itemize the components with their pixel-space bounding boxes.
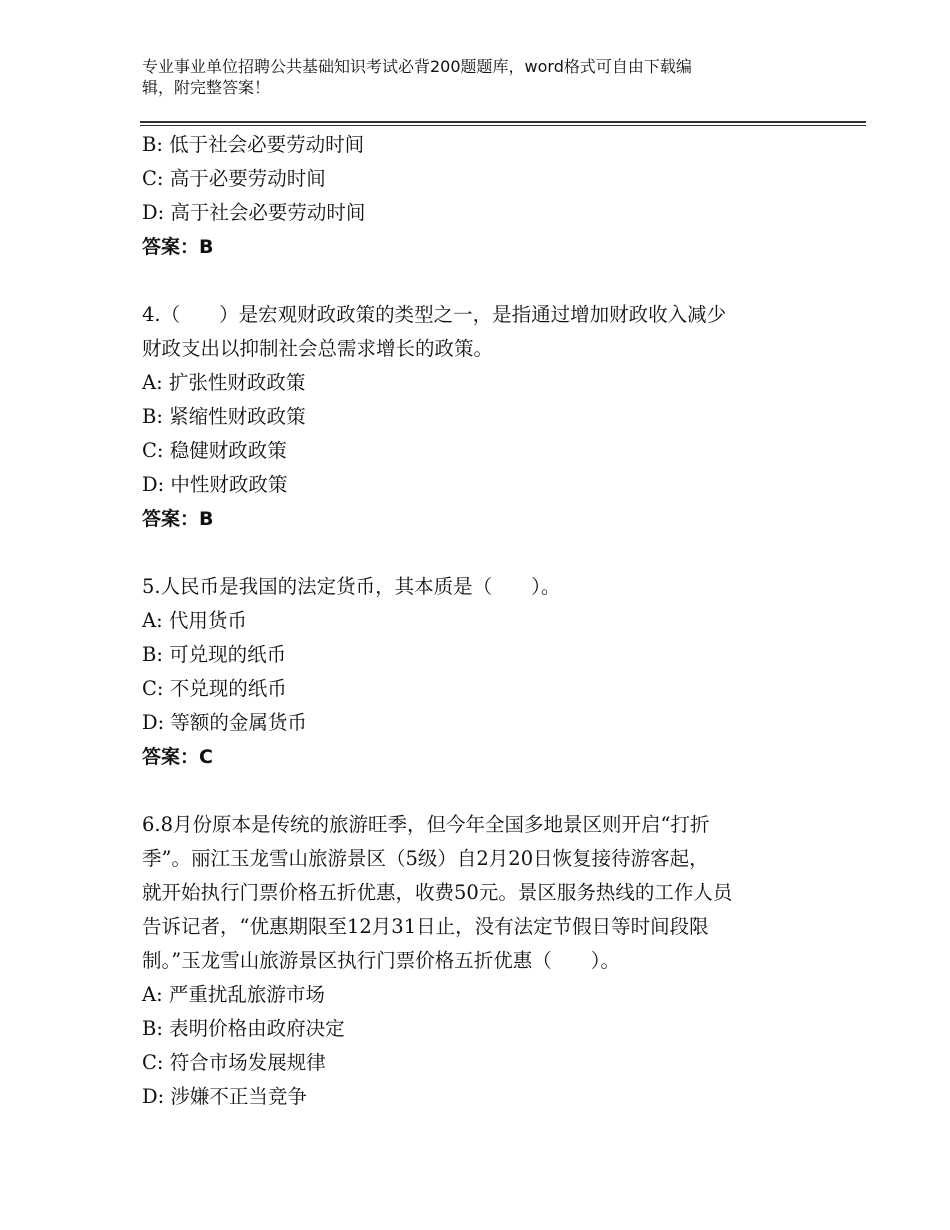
option-b: B: 低于社会必要劳动时间	[142, 133, 365, 156]
header-rule-thin	[140, 125, 866, 126]
option-d: D: 高于社会必要劳动时间	[142, 201, 366, 224]
option-c: C: 高于必要劳动时间	[142, 167, 326, 190]
question-content	[142, 128, 812, 1114]
spacer	[142, 774, 812, 808]
document-header	[142, 56, 822, 98]
header-line-2: 辑，附完整答案！	[142, 78, 271, 97]
answer-label: 答案：B	[142, 236, 214, 258]
option-b: B: 表明价格由政府决定	[142, 1017, 345, 1040]
option-b: B: 紧缩性财政政策	[142, 405, 306, 428]
option-a: A: 扩张性财政政策	[142, 371, 306, 394]
question-3-tail	[142, 128, 812, 264]
option-a: A: 严重扰乱旅游市场	[142, 983, 325, 1006]
option-c: C: 不兑现的纸币	[142, 677, 287, 700]
question-stem-line: 就开始执行门票价格五折优惠，收费50元。景区服务热线的工作人员	[142, 881, 733, 904]
question-stem-line: 4.（ ）是宏观财政政策的类型之一，是指通过增加财政收入减少	[142, 303, 727, 326]
option-c: C: 稳健财政政策	[142, 439, 287, 462]
option-a: A: 代用货币	[142, 609, 247, 632]
answer-label: 答案：B	[142, 508, 214, 530]
option-d: D: 等额的金属货币	[142, 711, 307, 734]
question-5	[142, 570, 812, 774]
question-stem-line: 制。”玉龙雪山旅游景区执行门票价格五折优惠（ ）。	[142, 949, 620, 972]
question-stem-line: 5.人民币是我国的法定货币，其本质是（ ）。	[142, 575, 561, 598]
header-rule-thick	[140, 121, 866, 123]
question-stem-line: 季”。丽江玉龙雪山旅游景区（5级）自2月20日恢复接待游客起，	[142, 847, 709, 870]
question-stem-line: 告诉记者，“优惠期限至12月31日止，没有法定节假日等时间段限	[142, 915, 709, 938]
option-b: B: 可兑现的纸币	[142, 643, 287, 666]
question-4	[142, 298, 812, 536]
question-stem-line: 6.8月份原本是传统的旅游旺季，但今年全国多地景区则开启“打折	[142, 813, 710, 836]
option-d: D: 中性财政政策	[142, 473, 288, 496]
question-stem-line: 财政支出以抑制社会总需求增长的政策。	[142, 337, 494, 360]
spacer	[142, 536, 812, 570]
header-line-1: 专业事业单位招聘公共基础知识考试必背200题题库，word格式可自由下载编	[142, 57, 692, 76]
option-d: D: 涉嫌不正当竞争	[142, 1085, 307, 1108]
spacer	[142, 264, 812, 298]
option-c: C: 符合市场发展规律	[142, 1051, 326, 1074]
question-6	[142, 808, 812, 1114]
answer-label: 答案：C	[142, 746, 213, 768]
